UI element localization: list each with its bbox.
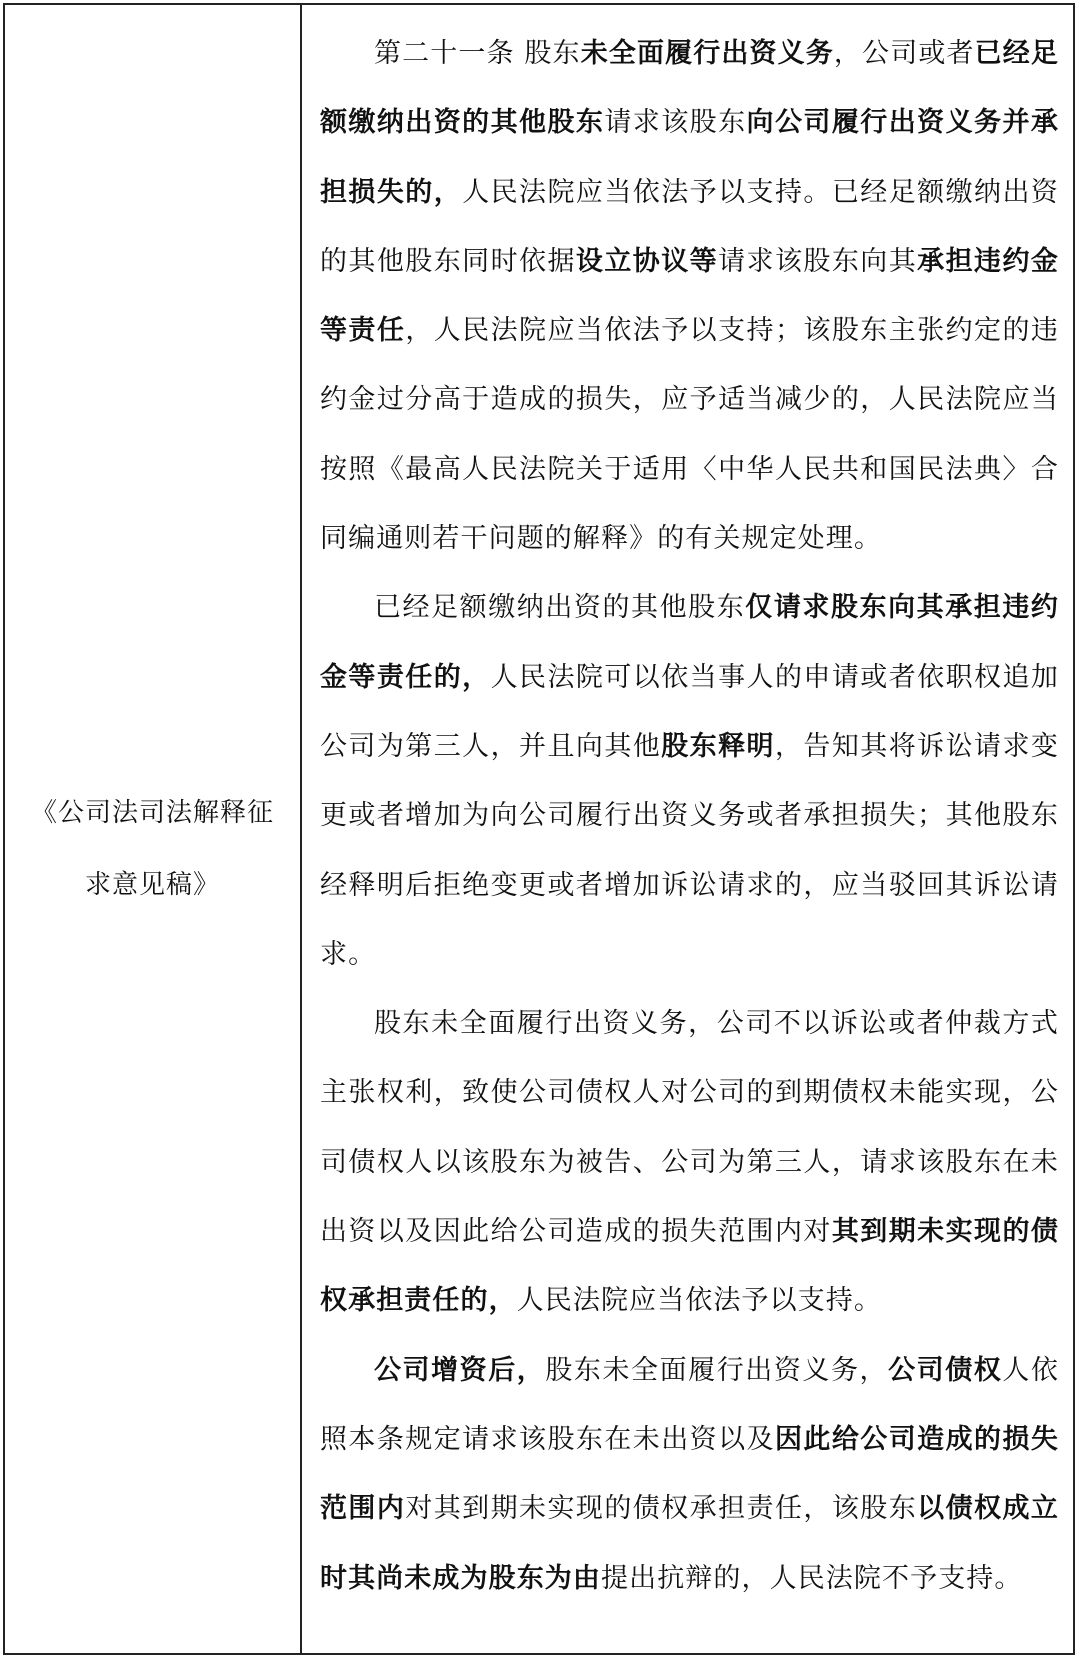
paragraph-bold-text: 承担违约金等责任 <box>320 245 1060 347</box>
paragraph-3 <box>320 989 1059 1335</box>
paragraph-text: ，告知其将诉讼请求变更或者增加为向公司履行出资义务或者承担损失；其他股东经释明后拒绝变更或者增加诉讼请求的，应当驳回其诉讼请求。 <box>320 730 1060 970</box>
paragraph-text: 提出抗辩的，人民法院不予支持。 <box>601 1562 1023 1594</box>
comparison-table <box>3 3 1075 1655</box>
paragraph-bold-text: 设立协议等 <box>575 245 719 277</box>
paragraph-text: 对其到期未实现的债权承担责任，该股东 <box>405 1493 918 1525</box>
paragraph-bold-text: 公司债权 <box>888 1354 1003 1386</box>
source-cell <box>5 5 302 1653</box>
paragraph-text: 人民法院应当依法予以支持。 <box>516 1285 883 1317</box>
paragraph-4 <box>320 1336 1059 1613</box>
paragraph-text: 股东未全面履行出资义务， <box>545 1354 889 1386</box>
paragraph-text: 人民法院应当依法予以支持。已经足额缴纳出资的其他股东同时依据 <box>320 176 1059 277</box>
paragraph-text: 人依照本条规定请求该股东在未出资以及 <box>320 1354 1059 1455</box>
paragraph-bold-text: 未全面履行出资义务 <box>580 38 834 69</box>
paragraph-text: 股东未全面履行出资义务，公司不以诉讼或者仲裁方式主张权利，致使公司债权人对公司的到期债权未能实现，公司债权人以该股东为被告、公司为第三人，请求该股东在未出资以及因此给公司造成的损失范围内对 <box>320 1008 1059 1248</box>
paragraph-text: ，公司或者 <box>833 38 975 69</box>
paragraph-2 <box>320 573 1059 989</box>
paragraph-bold-text: 仅请求股东向其承担违约金等责任的， <box>320 592 1059 693</box>
paragraph-text: 第二十一条 股东 <box>374 38 581 69</box>
paragraph-bold-text: 已经足额缴纳出资的其他股东 <box>320 38 1059 139</box>
paragraph-text: ，人民法院应当依法予以支持；该股东主张约定的违约金过分高于造成的损失，应予适当减少的，人民法院应当按照《最高人民法院关于适用〈中华人民共和国民法典〉合同编通则若干问题的解释》的有关规定处理。 <box>320 315 1059 555</box>
paragraph-text: 请求该股东 <box>604 107 747 139</box>
paragraph-bold-text: 其到期未实现的债权承担责任的， <box>320 1216 1059 1317</box>
paragraph-bold-text: 向公司履行出资义务并承担损失的， <box>320 107 1060 208</box>
paragraph-text: 请求该股东向其 <box>718 245 918 277</box>
paragraph-text: 已经足额缴纳出资的其他股东 <box>374 592 746 624</box>
paragraph-bold-text: 公司增资后， <box>374 1354 546 1386</box>
paragraph-1 <box>320 19 1059 573</box>
paragraph-bold-text: 以债权成立时其尚未成为股东为由 <box>320 1493 1059 1594</box>
paragraph-bold-text: 因此给公司造成的损失范围内 <box>320 1423 1060 1525</box>
paragraph-bold-text: 股东释明 <box>661 730 775 762</box>
provision-cell <box>302 5 1073 1653</box>
source-title: 《公司法司法解释征求意见稿》 <box>30 798 274 900</box>
paragraph-text: 人民法院可以依当事人的申请或者依职权追加公司为第三人，并且向其他 <box>320 661 1060 762</box>
